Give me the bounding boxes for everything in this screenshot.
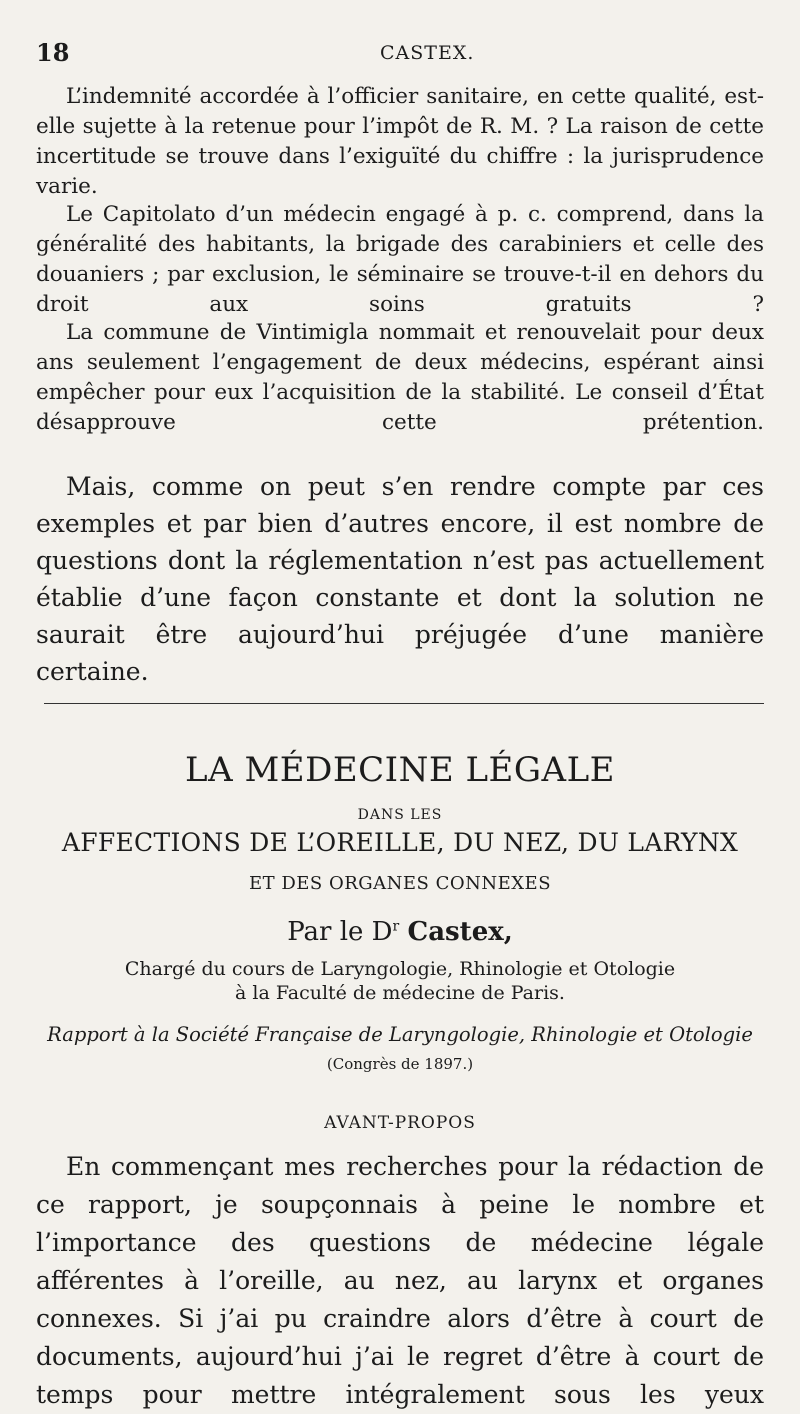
- section-divider: [44, 703, 764, 704]
- running-title: CASTEX.: [380, 42, 475, 64]
- report-line: Rapport à la Société Française de Laryngologie, Rhinologie et Otologie: [47, 1023, 753, 1046]
- paragraph-vintimigla: La commune de Vintimigla nommait et renouvelait pour deux ans seulement l’engagement de deux médecins, espérant ainsi empêcher pour eux l’acquisition de la stabilité. Le conseil d’État désapprouve cette prétention.: [36, 320, 764, 435]
- paragraph-conclusion: Mais, comme on peut s’en rendre compte par ces exemples et par bien d’autres encore, il est nombre de questions dont la réglementation n’est pas actuellement établie d’une façon constante et dont la solution ne saurait être aujourd’hui préjugée d’une manière certaine.: [36, 472, 764, 686]
- paragraph-capitolato: Le Capitolato d’un médecin engagé à p. c. comprend, dans la généralité des habitants, la brigade des carabiniers et celle des douaniers ; par exclusion, le séminaire se trouve-t-il en dehors du droit aux soins gratuits ?: [36, 202, 764, 317]
- section-heading-avant-propos: AVANT-PROPOS: [324, 1113, 476, 1133]
- article-subtitle-2: ET DES ORGANES CONNEXES: [248, 873, 552, 894]
- article-subtitle: AFFECTIONS DE L’OREILLE, DU NEZ, DU LARYNX: [61, 828, 739, 857]
- page-number: 18: [36, 38, 70, 67]
- paragraph-indemnite: L’indemnité accordée à l’officier sanitaire, en cette qualité, est-elle sujette à la retenue pour l’impôt de R. M. ? La raison de cette incertitude se trouve dans l’exiguïté du chiffre : la jurisprudence varie.: [36, 84, 764, 199]
- article-dans-les: DANS LES: [357, 807, 443, 823]
- article-title: LA MÉDECINE LÉGALE: [185, 750, 615, 790]
- author-prefix-sup: r: [392, 918, 400, 935]
- author-affiliation-2: à la Faculté de médecine de Paris.: [235, 982, 565, 1004]
- author-prefix: Par le D: [287, 917, 393, 947]
- author-line: [0, 917, 800, 947]
- running-header: [36, 38, 766, 68]
- paragraph-avant-propos: En commençant mes recherches pour la rédaction de ce rapport, je soupçonnais à peine le nombre et l’importance des questions de médecine légale afférentes à l’oreille, au nez, au larynx et organes connexes. Si j’ai pu craindre alors d’être à court de documents, aujourd’hui j’ai le regret d’être à court de temps pour mettre intégralement sous les yeux: [36, 1152, 764, 1409]
- author-affiliation-1: Chargé du cours de Laryngologie, Rhinologie et Otologie: [124, 958, 676, 980]
- author-name: Castex,: [407, 917, 513, 947]
- congress-line: (Congrès de 1897.): [326, 1055, 474, 1073]
